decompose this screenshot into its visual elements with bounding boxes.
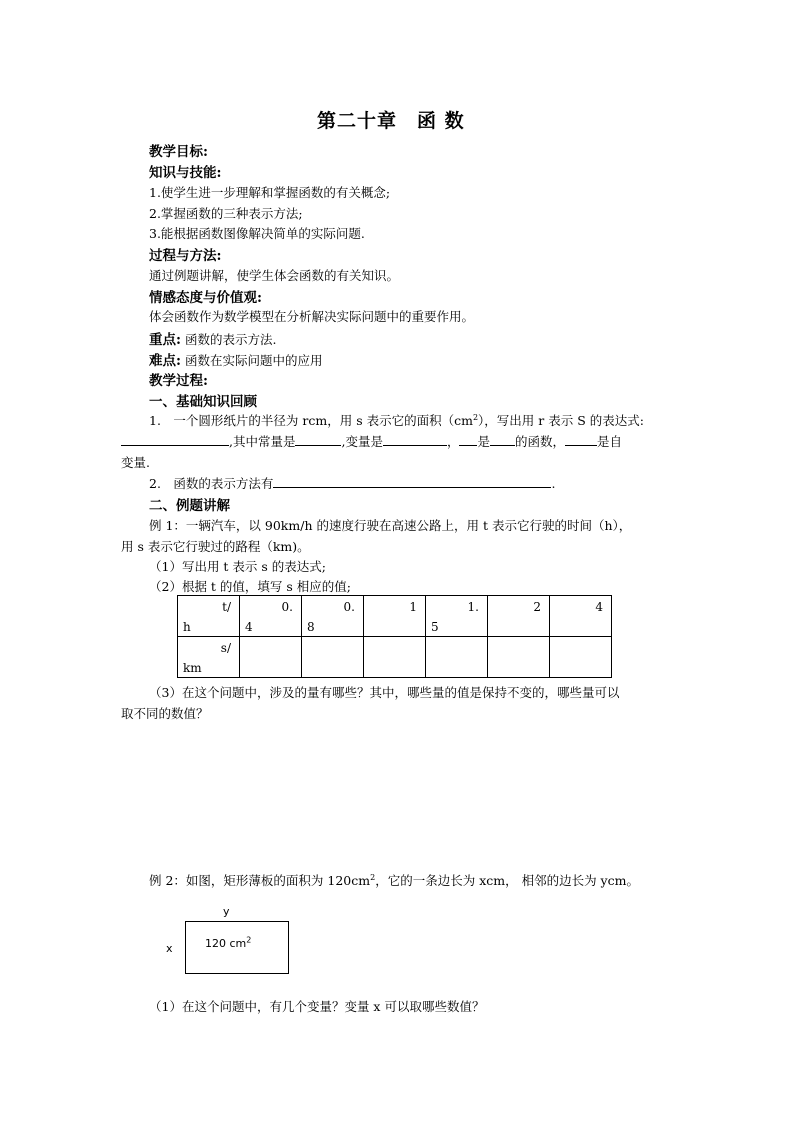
- q1-text-b: ），写出用 r 表示 S 的表达式:: [478, 413, 644, 428]
- difficulty-text: 函数在实际问题中的应用: [180, 353, 323, 368]
- difficulty-label: 难点:: [149, 353, 181, 369]
- table-cell-blank[interactable]: [488, 637, 550, 678]
- table-cell: 2: [488, 596, 550, 637]
- table-cell: s/ km: [178, 637, 240, 678]
- ex1-sub2: （2）根据 t 的值，填写 s 相应的值;: [149, 579, 351, 594]
- ex2-line: [149, 871, 639, 889]
- q1-text: ,其中常量是: [229, 434, 296, 449]
- table-cell-blank[interactable]: [240, 637, 302, 678]
- answer-blank[interactable]: [490, 432, 515, 446]
- q1-text: 的函数，: [515, 434, 566, 449]
- q1-text: ,变量是: [341, 434, 383, 449]
- table-cell: 0. 8: [302, 596, 364, 637]
- figure-area-label: [205, 937, 251, 950]
- section2-heading: 二、例题讲解: [149, 498, 230, 514]
- knowledge-item: 2.掌握函数的三种表示方法;: [149, 206, 303, 221]
- knowledge-item: 1.使学生进一步理解和掌握函数的有关概念;: [149, 185, 391, 200]
- area-text: 120 cm: [205, 937, 247, 950]
- table-cell: 1: [364, 596, 426, 637]
- process2-heading: 教学过程:: [149, 373, 208, 389]
- ex1-sub1: （1）写出用 t 表示 s 的表达式;: [149, 559, 326, 574]
- table-cell: 0. 4: [240, 596, 302, 637]
- section1-heading: 一、基础知识回顾: [149, 394, 257, 410]
- answer-blank[interactable]: [273, 474, 551, 488]
- attitude-text: 体会函数作为数学模型在分析解决实际问题中的重要作用。: [149, 309, 475, 324]
- answer-blank[interactable]: [295, 432, 341, 446]
- process-heading: 过程与方法:: [149, 248, 222, 264]
- ex1-sub3-line1: （3）在这个问题中，涉及的量有哪些？其中，哪些量的值是保持不变的，哪些量可以: [149, 685, 620, 700]
- q1-text: 是: [477, 434, 490, 449]
- process-text: 通过例题讲解，使学生体会函数的有关知识。: [149, 268, 400, 283]
- table-cell-blank[interactable]: [302, 637, 364, 678]
- q2-line: [149, 474, 555, 492]
- value-table: [177, 595, 612, 678]
- q2-text: .: [551, 476, 556, 491]
- table-row: [178, 637, 612, 678]
- answer-blank[interactable]: [459, 432, 477, 446]
- key-point: [149, 328, 276, 348]
- knowledge-heading: 知识与技能:: [149, 165, 222, 181]
- q1-text-a: 1. 一个圆形纸片的半径为 rcm，用 s 表示它的面积（cm: [149, 413, 473, 428]
- page-title: 第二十章 函 数: [317, 110, 465, 132]
- ex2-sub1: （1）在这个问题中，有几个变量？变量 x 可以取哪些数值？: [149, 999, 485, 1014]
- ex1-line2: 用 s 表示它行驶过的路程（km)。: [121, 539, 310, 554]
- q2-text: 2. 函数的表示方法有: [149, 476, 274, 491]
- table-cell: 4: [550, 596, 612, 637]
- ex2-sup: 2: [370, 872, 376, 882]
- q1-line3: 变量.: [121, 455, 150, 470]
- difficulty-point: [149, 349, 322, 369]
- q1-line1: [149, 411, 644, 429]
- answer-blank[interactable]: [121, 432, 229, 446]
- answer-blank[interactable]: [565, 432, 597, 446]
- key-text: 函数的表示方法.: [180, 332, 277, 347]
- q1-sup: 2: [472, 412, 479, 422]
- answer-blank[interactable]: [383, 432, 447, 446]
- ex2-text-a: 例 2：如图，矩形薄板的面积为 120cm: [149, 873, 371, 888]
- ex1-sub3-line2: 取不同的数值？: [121, 706, 209, 721]
- table-row: [178, 596, 612, 637]
- q1-line2: [121, 432, 622, 450]
- table-cell-blank[interactable]: [364, 637, 426, 678]
- key-label: 重点:: [149, 332, 181, 348]
- figure-x-label: x: [166, 942, 173, 955]
- table-cell-blank[interactable]: [550, 637, 612, 678]
- table-cell: t/ h: [178, 596, 240, 637]
- knowledge-item: 3.能根据函数图像解决简单的实际问题.: [149, 226, 365, 241]
- ex1-line1: 例 1：一辆汽车，以 90km/h 的速度行驶在高速公路上，用 t 表示它行驶的时间（h），: [149, 518, 632, 533]
- area-sup: 2: [246, 935, 252, 945]
- figure-y-label: y: [223, 905, 230, 918]
- attitude-heading: 情感态度与价值观:: [149, 290, 262, 306]
- table-cell-blank[interactable]: [426, 637, 488, 678]
- goals-heading: 教学目标:: [149, 144, 208, 160]
- ex2-text-b: ，它的一条边长为 xcm， 相邻的边长为 ycm。: [375, 873, 639, 888]
- table-cell: 1. 5: [426, 596, 488, 637]
- q1-text: 是自: [597, 434, 623, 449]
- q1-text: ，: [446, 434, 460, 449]
